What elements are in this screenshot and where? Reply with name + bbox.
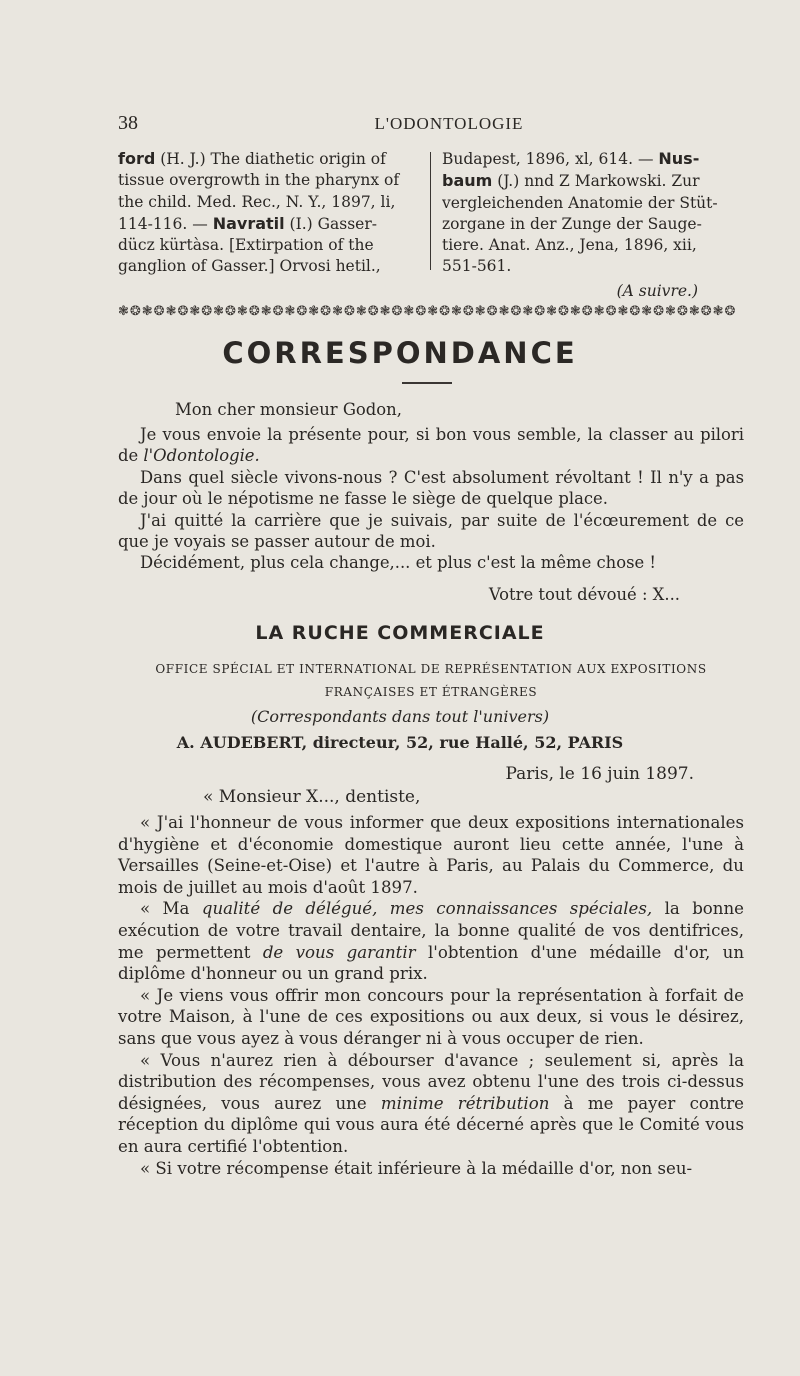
director-line: A. AUDEBERT, directeur, 52, rue Hallé, 52, PARIS [176,733,624,752]
right-line-1 [442,148,746,170]
right-line-5: tiere. Anat. Anz., Jena, 1896, xii, [442,236,697,255]
p4-b: à me payer contre réception du diplôme qui vous aura été décerné après que le Comité vous en aura certifié l'obtention. [118,1093,744,1156]
left-line-4-pre: 114-116. — [118,214,213,233]
commercial-letter-body [118,812,744,1179]
p4-a: « Vous n'aurez rien à débourser d'avance ; seulement si, après la distribution des récompenses, vous avez obtenu l'une des trois ci-dessus désignées, vous aurez une [118,1050,744,1113]
ornamental-divider: ❃❂❃❂❃❂❃❂❃❂❃❂❃❂❃❂❃❂❃❂❃❂❃❂❃❂❃❂❃❂❃❂❃❂❃❂❃❂❃❂❃❂❃❂❃❂❃❂❃❂❃❂ [118,304,737,319]
left-line-1 [118,148,418,170]
commercial-paragraph-4 [118,1050,744,1158]
office-line-1: OFFICE SPÉCIAL ET INTERNATIONAL DE REPRÉSENTATION AUX EXPOSITIONS [155,662,707,676]
commercial-paragraph-5: « Si votre récompense était inférieure à la médaille d'or, non seu- [140,1158,693,1178]
company-heading: LA RUCHE COMMERCIALE [255,622,545,644]
left-line-5: dücz kürtàsa. [Extirpation of the [118,236,374,255]
left-line-3: the child. Med. Rec., N. Y., 1897, li, [118,192,396,211]
p4-em: minime rétribution [380,1093,550,1113]
letter-date: Paris, le 16 juin 1897. [505,764,694,784]
letter-paragraph-3: J'ai quitté la carrière que je suivais, par suite de l'écœurement de ce que je voyais se passer autour de moi. [118,510,744,552]
letter-p1-text: Je vous envoie la présente pour, si bon vous semble, la classer au pilori de [118,425,744,466]
right-line-1-pre: Budapest, 1896, xl, 614. — [442,150,659,168]
left-column [118,148,418,278]
column-divider [430,152,431,270]
section-title: CORRESPONDANCE [222,336,578,370]
letter-salutation: « Monsieur X..., dentiste, [203,787,421,807]
page-number: 38 [118,112,138,134]
title-underline [402,382,452,384]
bibliography-columns [118,148,746,298]
author-navratil: Navratil [212,213,285,233]
letter-paragraph-2: Dans quel siècle vivons-nous ? C'est absolument révoltant ! Il n'y a pas de jour où le népotisme ne fasse le siège de quelque place. [118,467,744,509]
p2-em2: de vous garantir [262,942,416,962]
correspondants-line: (Correspondants dans tout l'univers) [250,707,550,726]
right-line-3: vergleichenden Anatomie der Stüt- [442,193,718,212]
right-line-6: 551-561. [442,257,512,276]
page-header [118,112,740,142]
left-line-4-post: (I.) Gasser- [284,214,377,233]
journal-name: l'Odontologie. [143,446,260,466]
left-line-1-text: (H. J.) The diathetic origin of [155,150,386,168]
commercial-paragraph-3: « Je viens vous offrir mon concours pour la représentation à forfait de votre Maison, à l'une de ces expositions ou aux deux, si vous le désirez, sans que vous ayez à vous déranger ni à vous occuper de rien. [118,985,744,1048]
right-line-2-rest: (J.) nnd Z Markowski. Zur [492,172,700,191]
letter-paragraph-4: Décidément, plus cela change,... et plus c'est la même chose ! [140,553,657,573]
office-line-2: FRANÇAISES ET ÉTRANGÈRES [324,685,538,699]
right-column [442,148,746,302]
right-line-2 [442,170,746,192]
letter-greeting: Mon cher monsieur Godon, [175,400,402,419]
right-line-4: zorgane in der Zunge der Sauge- [442,214,702,233]
left-line-2: tissue overgrowth in the pharynx of [118,171,400,190]
author-nussbaum-b: baum [442,171,493,191]
left-line-6: ganglion of Gasser.] Orvosi hetil., [118,257,381,276]
p2-em1: qualité de délégué, mes connaissances spéciales, [201,899,653,919]
left-line-4 [118,213,418,235]
p2-b: la bonne exécution de votre travail dentaire, la bonne qualité de vos dentifrices, me permettent [118,899,744,962]
commercial-paragraph-1: « J'ai l'honneur de vous informer que deux expositions internationales d'hygiène et d'économie domestique auront lieu cette année, l'une à Versailles (Seine-et-Oise) et l'autre à Paris, au Palais du Commerce, du mois de juillet au mois d'août 1897. [118,813,744,897]
p2-c: l'obtention d'une médaille d'or, un diplôme d'honneur ou un grand prix. [118,942,745,984]
letter-paragraph-1 [118,424,744,467]
author-ford: ford [118,149,156,168]
letter-signature: Votre tout dévoué : X... [488,585,680,604]
commercial-paragraph-2 [118,898,744,984]
running-title: L'ODONTOLOGIE [374,114,524,133]
p2-a: « Ma [140,899,202,919]
a-suivre: (A suivre.) [616,281,698,300]
letter-body [118,424,744,574]
author-nussbaum-a: Nus- [658,149,700,168]
